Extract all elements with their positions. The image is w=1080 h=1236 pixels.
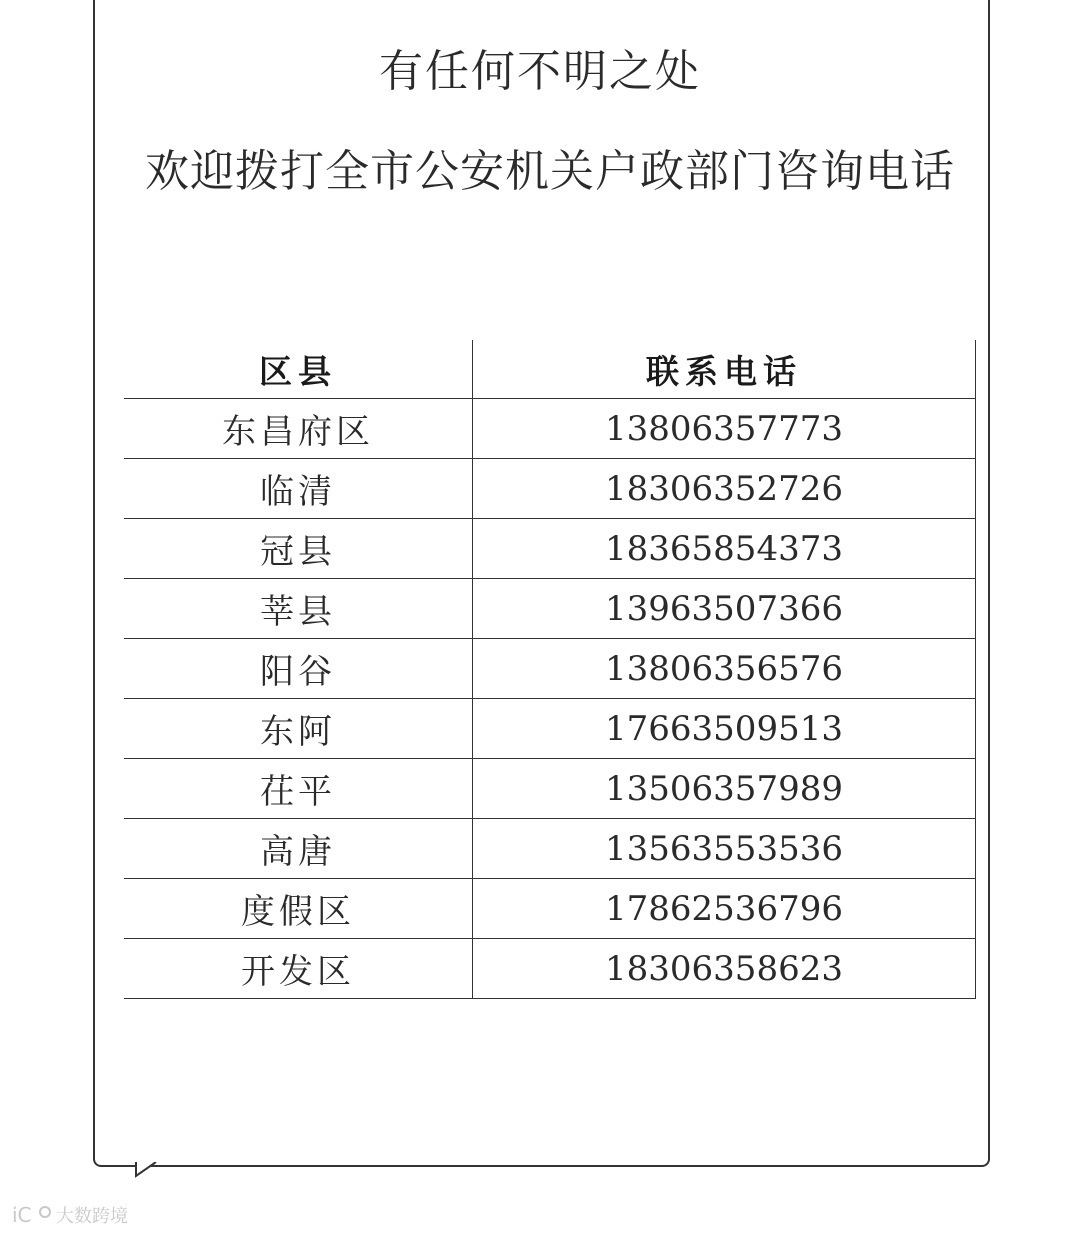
- phone-cell[interactable]: 13806356576: [473, 639, 976, 699]
- phone-cell[interactable]: 18306358623: [473, 939, 976, 999]
- column-header-phone: 联系电话: [473, 340, 976, 399]
- district-cell: 阳谷: [124, 639, 473, 699]
- phone-cell[interactable]: 13563553536: [473, 819, 976, 879]
- district-cell: 东阿: [124, 699, 473, 759]
- table-row: [124, 519, 976, 579]
- phone-cell[interactable]: 13806357773: [473, 399, 976, 459]
- district-cell: 开发区: [124, 939, 473, 999]
- phone-cell[interactable]: 17663509513: [473, 699, 976, 759]
- district-cell: 临清: [124, 459, 473, 519]
- notice-title: 有任何不明之处: [379, 46, 701, 97]
- phone-cell[interactable]: 13963507366: [473, 579, 976, 639]
- table-header-row: [124, 340, 976, 399]
- table-row: [124, 939, 976, 999]
- district-cell: 度假区: [124, 879, 473, 939]
- phone-cell[interactable]: 13506357989: [473, 759, 976, 819]
- table-row: [124, 819, 976, 879]
- phone-cell[interactable]: 18306352726: [473, 459, 976, 519]
- table-row: [124, 759, 976, 819]
- table-row: [124, 399, 976, 459]
- table-row: [124, 699, 976, 759]
- district-cell: 东昌府区: [124, 399, 473, 459]
- table-row: [124, 639, 976, 699]
- brand-logo-icon: [12, 1200, 52, 1230]
- district-cell: 茌平: [124, 759, 473, 819]
- table-row: [124, 459, 976, 519]
- phone-cell[interactable]: 18365854373: [473, 519, 976, 579]
- column-header-district: 区县: [124, 340, 473, 399]
- district-cell: 莘县: [124, 579, 473, 639]
- watermark: [12, 1200, 128, 1230]
- svg-text:iC: iC: [12, 1203, 32, 1227]
- district-cell: 高唐: [124, 819, 473, 879]
- contact-phone-table: [124, 340, 976, 999]
- district-cell: 冠县: [124, 519, 473, 579]
- phone-cell[interactable]: 17862536796: [473, 879, 976, 939]
- notice-subtitle: 欢迎拨打全市公安机关户政部门咨询电话: [145, 146, 955, 197]
- table-row: [124, 579, 976, 639]
- watermark-text: 大数跨境: [56, 1206, 128, 1227]
- table-row: [124, 879, 976, 939]
